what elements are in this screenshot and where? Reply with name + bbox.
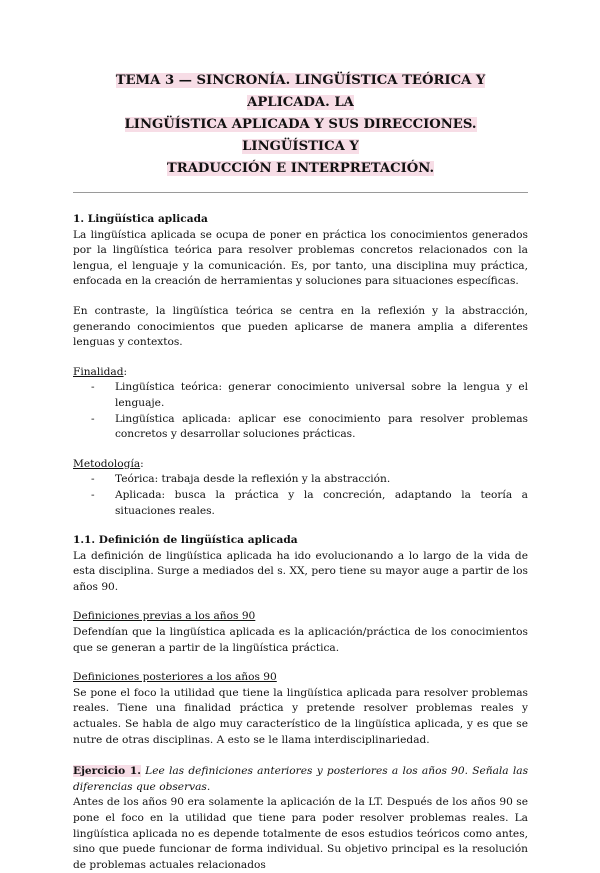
section-1-heading: 1. Lingüística aplicada	[73, 213, 208, 225]
list-item-text: Lingüística aplicada: aplicar ese conocimiento para resolver problemas concretos y desarrollar soluciones prácticas.	[115, 412, 528, 441]
dash-bullet: -	[91, 412, 95, 425]
list-item	[91, 412, 528, 443]
dash-bullet: -	[91, 473, 95, 486]
exercise-prompt	[73, 764, 528, 795]
posteriores-heading: Definiciones posteriores a los años 90	[73, 671, 277, 684]
title-line-3: TRADUCCIÓN E INTERPRETACIÓN.	[166, 161, 435, 176]
title-line-2: LINGÜÍSTICA APLICADA Y SUS DIRECCIONES. LINGÜÍSTICA Y	[124, 117, 477, 154]
title-divider	[73, 192, 528, 193]
section-1-paragraph-2: En contraste, la lingüística teórica se centra en la reflexión y la abstracción, generando conocimientos que pueden aplicarse de manera amplia a diferentes lenguas y contextos.	[73, 304, 528, 349]
list-item-text: Lingüística teórica: generar conocimiento universal sobre la lengua y el lenguaje.	[115, 381, 528, 409]
list-item-text: Teórica: trabaja desde la reflexión y la abstracción.	[115, 473, 391, 486]
metodologia-colon: :	[140, 457, 144, 470]
metodologia-list	[73, 472, 528, 519]
list-item-text: Aplicada: busca la práctica y la concreción, adaptando la teoría a situaciones reales.	[115, 488, 528, 517]
finalidad-label: Finalidad	[73, 365, 124, 378]
list-item	[91, 488, 528, 519]
list-item	[91, 472, 528, 488]
posteriores-paragraph: Se pone el foco la utilidad que tiene la lingüística aplicada para resolver problemas reales. Tiene una finalidad práctica y pretende resolver problemas reales y actuales. Se habla de algo muy característico de la lingüística aplicada, y es que se nutre de otras disciplinas. A esto se le llama interdisciplinariedad.	[73, 686, 528, 746]
title-line-1: TEMA 3 — SINCRONÍA. LINGÜÍSTICA TEÓRICA Y APLICADA. LA	[115, 73, 486, 110]
metodologia-label: Metodología	[73, 457, 141, 470]
previas-paragraph: Defendían que la lingüística aplicada es la aplicación/práctica de los conocimientos que se generan a partir de la lingüística práctica.	[73, 626, 528, 654]
dash-bullet: -	[91, 381, 95, 394]
exercise-answer: Antes de los años 90 era solamente la aplicación de la LT. Después de los años 90 se pone el foco en la utilidad que tiene para poder resolver problemas reales. La lingüística aplicada no es depende totalmente de esos estudios teóricos como antes, sino que puede funcionar de forma individual. Su objetivo principal es la resolución de problemas actuales relacionados	[73, 796, 528, 871]
document-body	[73, 212, 528, 873]
section-1-1-heading: 1.1. Definición de lingüística aplicada	[73, 534, 298, 547]
dash-bullet: -	[91, 488, 95, 501]
finalidad-list	[73, 380, 528, 442]
section-1-1-paragraph: La definición de lingüística aplicada ha ido evolucionando a lo largo de la vida de esta disciplina. Surge a mediados del s. XX, pero tiene su mayor auge a partir de los años 90.	[73, 549, 528, 593]
section-1-paragraph-1: La lingüística aplicada se ocupa de poner en práctica los conocimientos generados por la lingüística teórica para resolver problemas concretos relacionados con la lengua, el lenguaje y la comunicación. Es, por tanto, una disciplina muy práctica, enfocada en la creación de herramientas y soluciones para situaciones específicas.	[73, 228, 528, 288]
finalidad-heading	[73, 365, 528, 381]
metodologia-heading	[73, 457, 528, 473]
exercise-label: Ejercicio 1.	[73, 765, 141, 778]
list-item	[91, 380, 528, 411]
page-title	[73, 70, 528, 180]
exercise-prompt-text: Lee las definiciones anteriores y posteriores a los años 90. Señala las diferencias que observas.	[73, 765, 529, 793]
finalidad-colon: :	[123, 365, 128, 378]
previas-heading: Definiciones previas a los años 90	[73, 610, 256, 623]
